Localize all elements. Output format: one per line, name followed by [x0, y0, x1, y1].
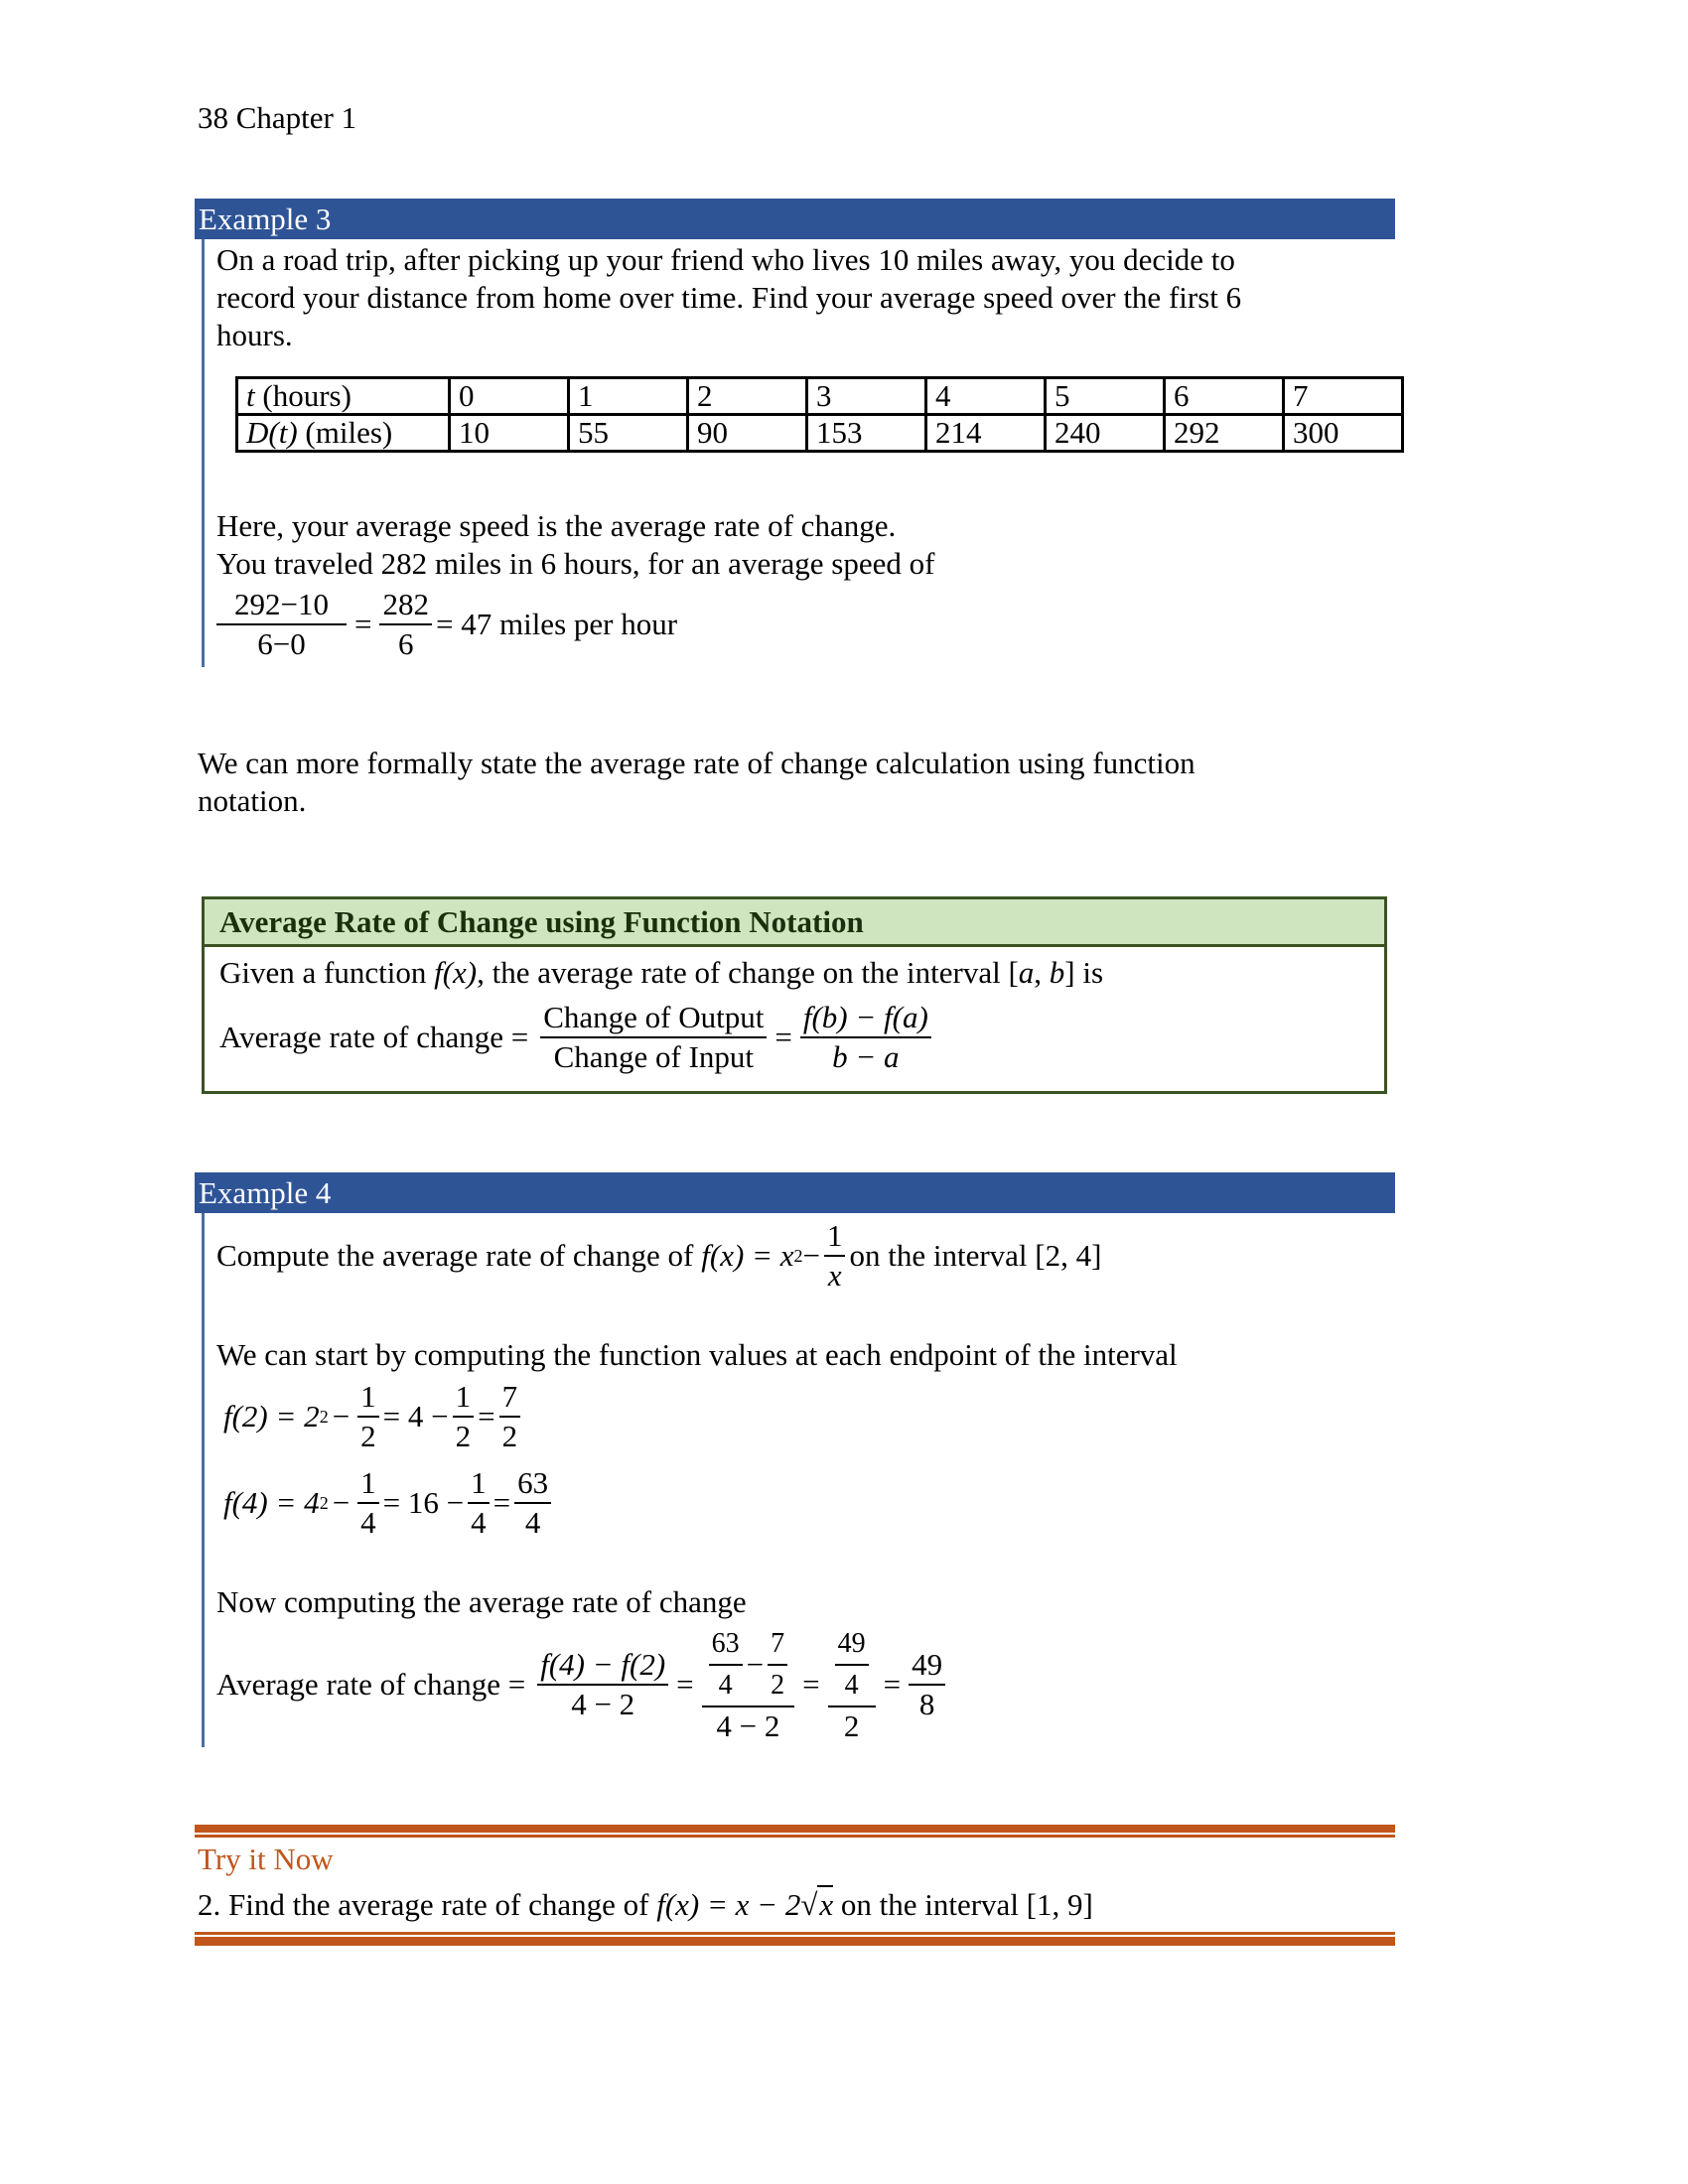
sqrt-icon: √ [800, 1887, 818, 1922]
fraction: $\frac{292-10}{6-0}$ [216, 586, 347, 663]
definition-box [202, 896, 1387, 1094]
table-cell: 292 [1165, 415, 1284, 452]
example-3-calculation: $\frac{292-10}{6-0}$ = $\frac{282}{6}$ = 47 miles per hour [216, 586, 677, 663]
table-cell: 55 [569, 415, 688, 452]
example-3-explanation-2: You traveled 282 miles in 6 hours, for an average speed of [216, 546, 935, 581]
table-cell: 4 [926, 378, 1046, 415]
page-header: 38 Chapter 1 [198, 100, 357, 135]
table-cell: 214 [926, 415, 1046, 452]
table-cell: 240 [1046, 415, 1165, 452]
complex-fraction: $\frac{63}{4}$ − $\frac{7}{2}$ 4 − 2 [702, 1624, 794, 1745]
fraction: $\frac{f(4) - f(2)}{4 - 2}$ [537, 1646, 668, 1723]
table-row-distance [237, 415, 1403, 452]
table-cell: 7 [1284, 378, 1403, 415]
fraction: $\frac{1}{2}$ [453, 1378, 475, 1455]
example-3-problem-line-1: On a road trip, after picking up your friend who lives 10 miles away, you decide to [216, 242, 1235, 277]
table-cell: 5 [1046, 378, 1165, 415]
try-it-now-title: Try it Now [198, 1842, 334, 1876]
complex-fraction: $\frac{\frac{49}{4}}{2}$ [828, 1624, 876, 1745]
table-cell: 1 [569, 378, 688, 415]
try-it-now-top-thin-rule [195, 1835, 1395, 1838]
table-cell: 90 [688, 415, 807, 452]
table-cell: 300 [1284, 415, 1403, 452]
intro-line-2: notation. [198, 783, 307, 818]
fraction: $\frac{49}{8}$ [909, 1646, 945, 1723]
example-3-problem-line-2: record your distance from home over time. Find your average speed over the first 6 [216, 280, 1242, 315]
example-3-explanation-1: Here, your average speed is the average rate of change. [216, 508, 897, 543]
f-of-2-calculation: f(2) = 2 2 − $\frac{1}{2}$ = 4 − $\frac{1}{2}$ = $\frac{7}{2}$ [223, 1378, 524, 1455]
fraction: $\frac{\text{Change of Output}}{\text{Change of Input}}$ [540, 999, 767, 1076]
example-3-rule [202, 239, 205, 667]
distance-table [235, 376, 1404, 453]
try-it-now-item-2: 2. Find the average rate of change of f(x) = x − 2√x on the interval [1, 9] [198, 1887, 1093, 1922]
example-4-avg-intro: Now computing the average rate of change [216, 1584, 747, 1619]
table-cell: 2 [688, 378, 807, 415]
table-header-time: t (hours) [237, 378, 450, 415]
table-cell: 10 [450, 415, 569, 452]
example-4-rule [202, 1213, 205, 1747]
example-3-problem-line-3: hours. [216, 318, 293, 352]
example-4-header: Example 4 [195, 1172, 1395, 1213]
table-row-time [237, 378, 1403, 415]
definition-formula: Average rate of change = $\frac{\text{Change of Output}}{\text{Change of Input}}$ = $\frac{f(b) - f(a)}{b - a}$ [219, 999, 935, 1076]
table-header-distance: D(t) (miles) [237, 415, 450, 452]
fraction: $\frac{f(b) - f(a)}{b - a}$ [800, 999, 931, 1076]
fraction: $\frac{1}{x}$ [824, 1217, 846, 1295]
definition-title: Average Rate of Change using Function Notation [205, 899, 1384, 947]
intro-line-1: We can more formally state the average rate of change calculation using function [198, 746, 1196, 780]
table-cell: 153 [807, 415, 926, 452]
definition-line-1: Given a function f(x), the average rate of change on the interval [a, b] is [219, 955, 1104, 990]
try-it-now-top-thick-rule [195, 1825, 1395, 1833]
fraction: $\frac{1}{2}$ [357, 1378, 379, 1455]
f-of-4-calculation: f(4) = 4 2 − $\frac{1}{4}$ = 16 − $\frac{1}{4}$ = $\frac{63}{4}$ [223, 1464, 555, 1542]
fraction: $\frac{1}{4}$ [357, 1464, 379, 1542]
table-cell: 0 [450, 378, 569, 415]
fraction: $\frac{63}{4}$ [514, 1464, 551, 1542]
fraction: $\frac{282}{6}$ [379, 586, 432, 663]
fraction: $\frac{7}{2}$ [499, 1378, 521, 1455]
try-it-now-bottom-thin-rule [195, 1932, 1395, 1935]
table-cell: 3 [807, 378, 926, 415]
fraction: $\frac{1}{4}$ [468, 1464, 490, 1542]
try-it-now-bottom-thick-rule [195, 1937, 1395, 1946]
example-4-step-intro: We can start by computing the function values at each endpoint of the interval [216, 1337, 1178, 1372]
table-cell: 6 [1165, 378, 1284, 415]
example-4-avg-calculation: Average rate of change = $\frac{f(4) - f(2)}{4 - 2}$ = $\frac{63}{4}$ − $\frac{7}{2}$ 4 − 2 = $\frac{\frac{49}{4}}{2}$ = $\frac{49}{8}$ [216, 1624, 949, 1745]
example-3-header: Example 3 [195, 199, 1395, 239]
example-4-problem: Compute the average rate of change of f(x) = x 2 − $\frac{1}{x}$ on the interval [2, 4] [216, 1218, 1102, 1293]
